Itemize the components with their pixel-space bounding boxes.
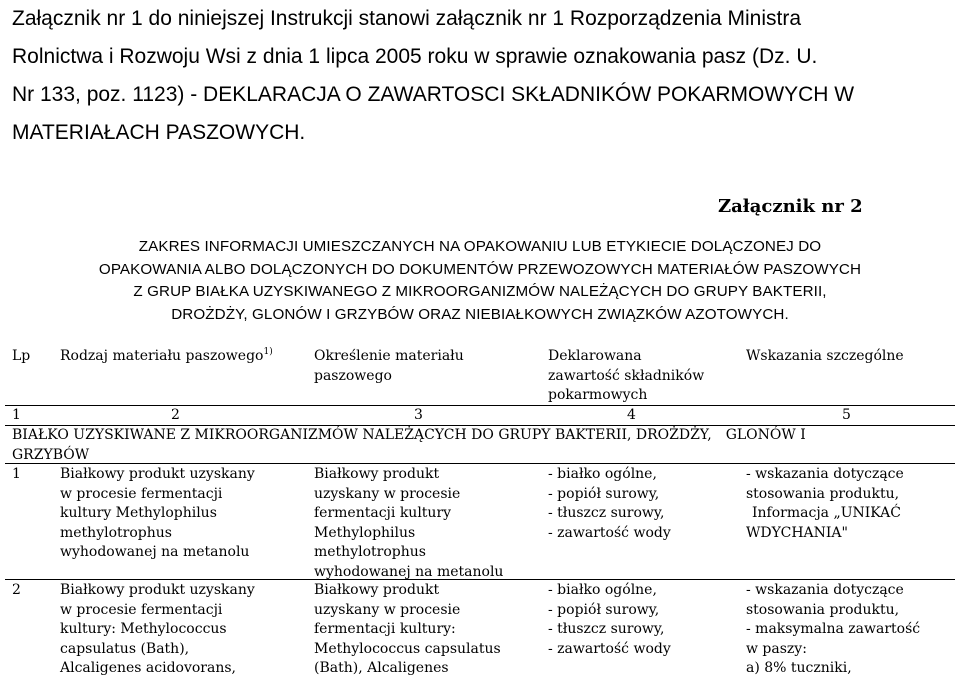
header-declared: [548, 347, 704, 406]
column-number: 4: [627, 407, 636, 423]
row-material: [60, 581, 255, 679]
row-declared-line: - zawartość wody: [548, 640, 671, 657]
row-material-line: kultury: Methylococcus: [60, 621, 227, 637]
group-heading-text: BIAŁKO UZYSKIWANE Z MIKROORGANIZMÓW NALEŻĄCYCH DO GRUPY BAKTERII, DROŻDŻY,: [12, 427, 712, 443]
header-definition-line: Określenie materiału: [314, 348, 464, 364]
row-definition-line: uzyskany w procesie: [314, 601, 461, 618]
row-definition: [314, 465, 503, 582]
row-notes-line: - maksymalna zawartość: [746, 621, 921, 637]
row-declared-line: - białko ogólne,: [548, 582, 657, 598]
row-definition-line: Methylophilus: [314, 524, 416, 541]
row-declared-line: - popiół surowy,: [548, 601, 660, 618]
row-definition-line: Methylococcus capsulatus: [314, 640, 501, 657]
row-material-line: w procesie fermentacji: [60, 601, 223, 618]
row-declared-line: - zawartość wody: [548, 524, 671, 541]
row-material-line: Białkowy produkt uzyskany: [60, 582, 255, 598]
header-notes: Wskazania szczególne: [746, 348, 904, 364]
row-notes: [746, 581, 920, 679]
row-material-line: capsulatus (Bath),: [60, 640, 190, 657]
row-definition-line: fermentacji kultury: [314, 505, 452, 521]
row-material-line: Białkowy produkt uzyskany: [60, 466, 255, 482]
row-definition-line: fermentacji kultury:: [314, 621, 456, 637]
row-declared-line: - tłuszcz surowy,: [548, 621, 665, 637]
header-declared-line: zawartość składników: [548, 367, 705, 384]
header-material: [60, 347, 273, 367]
row-notes-line: stosowania produktu,: [746, 485, 900, 502]
table-rule: [5, 463, 955, 464]
row-declared-line: - białko ogólne,: [548, 466, 657, 482]
intro-line: MATERIAŁACH PASZOWYCH.: [12, 121, 306, 144]
row-definition-line: methylotrophus: [314, 544, 426, 560]
row-notes-line: w paszy:: [746, 640, 807, 657]
row-declared: [548, 465, 671, 543]
row-material: [60, 465, 255, 563]
row-material-line: Alcaligenes acidovorans,: [60, 660, 236, 676]
group-heading-text: GLONÓW I: [725, 427, 806, 443]
row-notes: [746, 465, 904, 543]
group-heading-text: GRZYBÓW: [12, 446, 90, 463]
header-lp: Lp: [12, 348, 31, 364]
group-heading: [12, 426, 952, 465]
column-number: 5: [842, 407, 851, 423]
table-rule: [5, 579, 955, 580]
intro-line: Załącznik nr 1 do niniejszej Instrukcji stanowi załącznik nr 1 Rozporządzenia Ministra: [12, 7, 802, 30]
row-definition-line: Białkowy produkt: [314, 582, 440, 598]
row-declared-line: - popiół surowy,: [548, 485, 660, 502]
row-notes-line: Informacja „UNIKAĆ: [752, 505, 901, 521]
row-definition-line: uzyskany w procesie: [314, 485, 461, 502]
footnote-marker: 1): [263, 347, 273, 357]
scope-line: ZAKRES INFORMACJI UMIESZCZANYCH NA OPAKOWANIU LUB ETYKIECIE DOLĄCZONEJ DO: [138, 238, 822, 255]
intro-line: Rolnictwa i Rozwoju Wsi z dnia 1 lipca 2005 roku w sprawie oznakowania pasz (Dz. U.: [12, 45, 818, 68]
scope-line: DROŻDŻY, GLONÓW I GRZYBÓW ORAZ NIEBIAŁKOWYCH ZWIĄZKÓW AZOTOWYCH.: [171, 305, 789, 323]
row-material-line: methylotrophus: [60, 524, 172, 541]
row-definition: [314, 581, 501, 679]
scope-line: OPAKOWANIA ALBO DOLĄCZONYCH DO DOKUMENTÓW PRZEWOZOWYCH MATERIAŁÓW PASZOWYCH: [98, 260, 862, 278]
table-rule: [5, 405, 955, 406]
scope-line: Z GRUP BIAŁKA UZYSKIWANEGO Z MIKROORGANIZMÓW NALEŻĄCYCH DO GRUPY BAKTERII,: [133, 283, 827, 300]
annex-title: Załącznik nr 2: [718, 196, 863, 217]
row-notes-line: a) 8% tuczniki,: [746, 660, 852, 676]
row-notes-line: - wskazania dotyczące: [746, 466, 904, 482]
header-definition: [314, 347, 464, 386]
column-number: 2: [171, 407, 180, 423]
row-declared-line: - tłuszcz surowy,: [548, 505, 665, 521]
intro-line: Nr 133, poz. 1123) - DEKLARACJA O ZAWARTOSCI SKŁADNIKÓW POKARMOWYCH W: [12, 83, 855, 106]
row-lp: 2: [12, 582, 21, 598]
header-declared-line: Deklarowana: [548, 348, 642, 364]
header-material-label: Rodzaj materiału paszowego: [60, 348, 264, 364]
row-definition-line: (Bath), Alcaligenes: [314, 660, 449, 676]
row-declared: [548, 581, 671, 659]
column-number: 1: [12, 407, 21, 423]
column-number: 3: [414, 407, 423, 423]
row-notes-line: - wskazania dotyczące: [746, 582, 904, 598]
row-material-line: wyhodowanej na metanolu: [60, 544, 250, 560]
row-notes-line: stosowania produktu,: [746, 601, 900, 618]
header-definition-line: paszowego: [314, 367, 392, 384]
row-definition-line: Białkowy produkt: [314, 466, 440, 482]
row-definition-line: wyhodowanej na metanolu: [314, 563, 504, 580]
row-lp: 1: [12, 466, 21, 482]
header-declared-line: pokarmowych: [548, 387, 648, 403]
row-notes-line: WDYCHANIA": [746, 524, 848, 541]
row-material-line: kultury Methylophilus: [60, 505, 217, 521]
row-material-line: w procesie fermentacji: [60, 485, 223, 502]
